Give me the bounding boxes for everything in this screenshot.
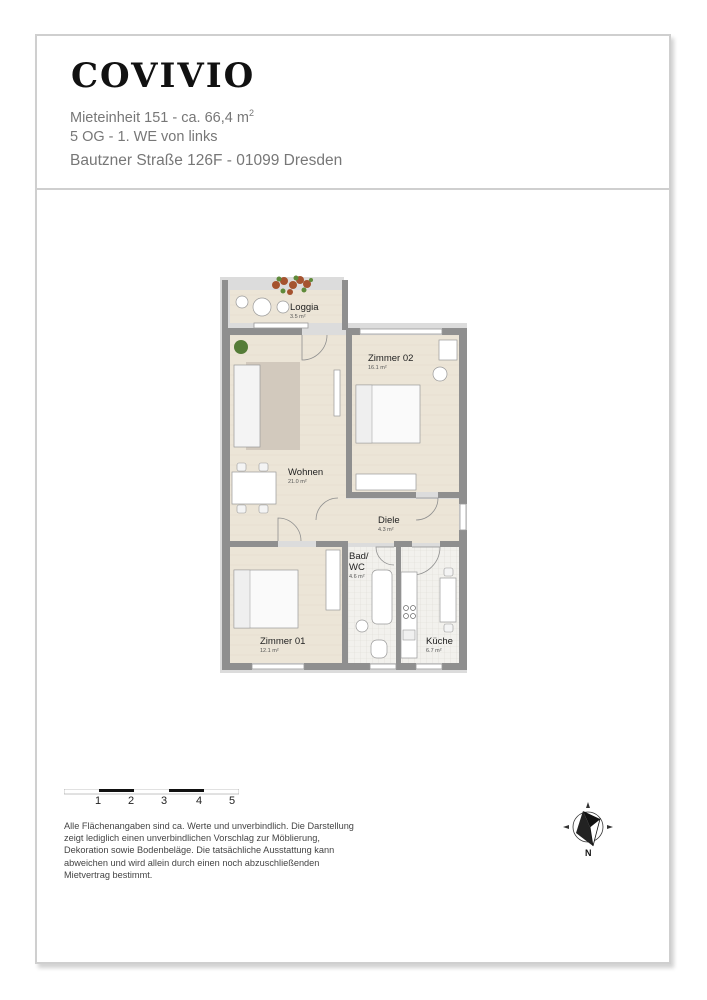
room-diele-name: Diele — [378, 515, 400, 526]
unit-line: Mieteinheit 151 - ca. 66,4 m — [70, 109, 249, 126]
scale-label-1: 1 — [95, 795, 102, 807]
disclaimer-line: Mietvertrag bestimmt. — [64, 869, 153, 880]
room-bad-area: 4.6 m² — [349, 574, 365, 580]
scale-label-5: 5 — [229, 795, 236, 807]
compass-icon — [561, 800, 615, 860]
disclaimer-line: zeigt lediglich einen unverbindlichen Vorschlag zur Möblierung, — [64, 833, 320, 844]
floor-plan — [186, 250, 486, 680]
room-diele-area: 4.3 m² — [378, 527, 394, 533]
scale-label-4: 4 — [196, 795, 203, 807]
compass-north-label: N — [585, 848, 592, 858]
room-loggia-area: 3.5 m² — [290, 314, 306, 320]
room-zimmer02-area: 16.1 m² — [368, 365, 387, 371]
room-bad-name2: WC — [349, 562, 365, 573]
address: Bautzner Straße 126F - 01099 Dresden — [70, 152, 343, 169]
covivio-logo: COVIVIO — [71, 56, 256, 96]
disclaimer-line: abweichen und wird allein durch einen noch abzuschließenden — [64, 857, 320, 868]
room-kueche-name: Küche — [426, 636, 453, 647]
scale-bar — [64, 789, 239, 795]
disclaimer-line: Dekoration sowie Bodenbeläge. Die tatsächliche Ausstattung kann — [64, 845, 335, 856]
disclaimer — [64, 820, 404, 881]
room-kueche-area: 6.7 m² — [426, 648, 442, 654]
room-bad-name: Bad/ — [349, 551, 369, 562]
room-loggia-name: Loggia — [290, 302, 319, 313]
unit-superscript: 2 — [248, 108, 254, 118]
scale-label-2: 2 — [128, 795, 135, 807]
disclaimer-line: Alle Flächenangaben sind ca. Werte und unverbindlich. Die Darstellung — [64, 821, 354, 831]
room-zimmer01-area: 12.1 m² — [260, 648, 279, 654]
room-zimmer01-name: Zimmer 01 — [260, 636, 306, 647]
room-wohnen-name: Wohnen — [288, 467, 324, 478]
floor-info: 5 OG - 1. WE von links — [70, 129, 218, 145]
room-wohnen-area: 21.0 m² — [288, 479, 307, 485]
header — [37, 36, 669, 190]
room-zimmer02-name: Zimmer 02 — [368, 353, 414, 364]
unit-info — [70, 108, 254, 126]
scale-label-3: 3 — [161, 795, 168, 807]
